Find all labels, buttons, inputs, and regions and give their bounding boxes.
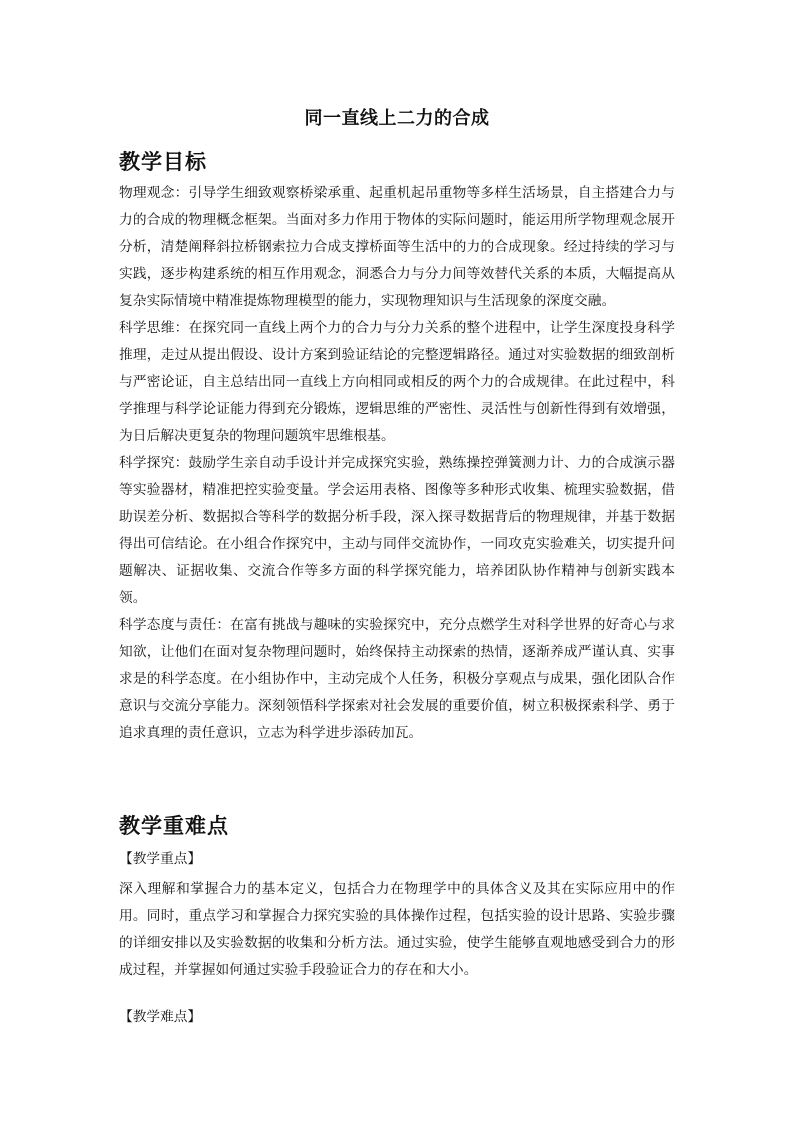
paragraph-text: 在富有挑战与趣味的实验探究中，充分点燃学生对科学世界的好奇心与求知欲，让他们在面对复杂物理问题时，始终保持主动探索的热情，逐渐养成严谨认真、实事求是的科学态度。在小组协作中，主动完成个人任务，积极分享观点与成果，强化团队合作意识与交流分享能力。深刻领悟科学探索对社会发展的重要价值，树立积极探索科学、勇于追求真理的责任意识，立志为科学进步添砖加瓦。 [119,617,676,741]
key-points-label: 【教学重点】 [119,851,202,867]
key-points-text: 深入理解和掌握合力的基本定义，包括合力在物理学中的具体含义及其在实际应用中的作用。同时，重点学习和掌握合力探究实验的具体操作过程，包括实验的设计思路、实验步骤的详细安排以及实验数据的收集和分析方法。通过实验，使学生能够直观地感受到合力的形成过程，并掌握如何通过实验手段验证合力的存在和大小。 [119,881,675,978]
paragraph-label: 物理观念： [119,185,189,201]
teaching-goals-body [119,180,675,747]
paragraph-text: 在探究同一直线上两个力的合力与分力关系的整个进程中，让学生深度投身科学推理，走过从提出假设、设计方案到验证结论的完整逻辑路径。通过对实验数据的细致剖析与严密论证，自主总结出同一直线上方向相同或相反的两个力的合成规律。在此过程中，科学推理与科学论证能力得到充分锻炼，逻辑思维的严密性、灵活性与创新性得到有效增强，为日后解决更复杂的物理问题筑牢思维根基。 [119,320,675,444]
section-heading-teaching-goals: 教学目标 [119,149,207,174]
paragraph-text: 鼓励学生亲自动手设计并完成探究实验，熟练操控弹簧测力计、力的合成演示器等实验器材，精准把控实验变量。学会运用表格、图像等多种形式收集、梳理实验数据，借助误差分析、数据拟合等科学的数据分析手段，深入探寻数据背后的物理规律，并基于数据得出可信结论。在小组合作探究中，主动与同伴交流协作，一同攻克实验难关，切实提升问题解决、证据收集、交流合作等多方面的科学探究能力，培养团队协作精神与创新实践本领。 [119,455,675,606]
paragraph-physics-concept [119,180,675,315]
paragraph-text: 引导学生细致观察桥梁承重、起重机起吊重物等多样生活场景，自主搭建合力与力的合成的物理概念框架。当面对多力作用于物体的实际问题时，能运用所学物理观念展开分析，清楚阐释斜拉桥钢索拉力合成支撑桥面等生活中的力的合成现象。经过持续的学习与实践，逐步构建系统的相互作用观念，洞悉合力与分力间等效替代关系的本质，大幅提高从复杂实际情境中精准提炼物理模型的能力，实现物理知识与生活现象的深度交融。 [119,185,675,309]
difficult-points-label: 【教学难点】 [119,1009,202,1025]
paragraph-label: 科学态度与责任： [119,617,231,633]
paragraph-label: 科学思维： [119,320,189,336]
paragraph-scientific-thinking [119,315,675,450]
paragraph-scientific-inquiry [119,450,675,612]
document-title: 同一直线上二力的合成 [304,108,490,129]
paragraph-label: 科学探究： [119,455,189,471]
paragraph-attitude-responsibility [119,612,675,747]
section-heading-key-difficult-points: 教学重难点 [119,813,229,838]
key-points-body [119,876,675,984]
